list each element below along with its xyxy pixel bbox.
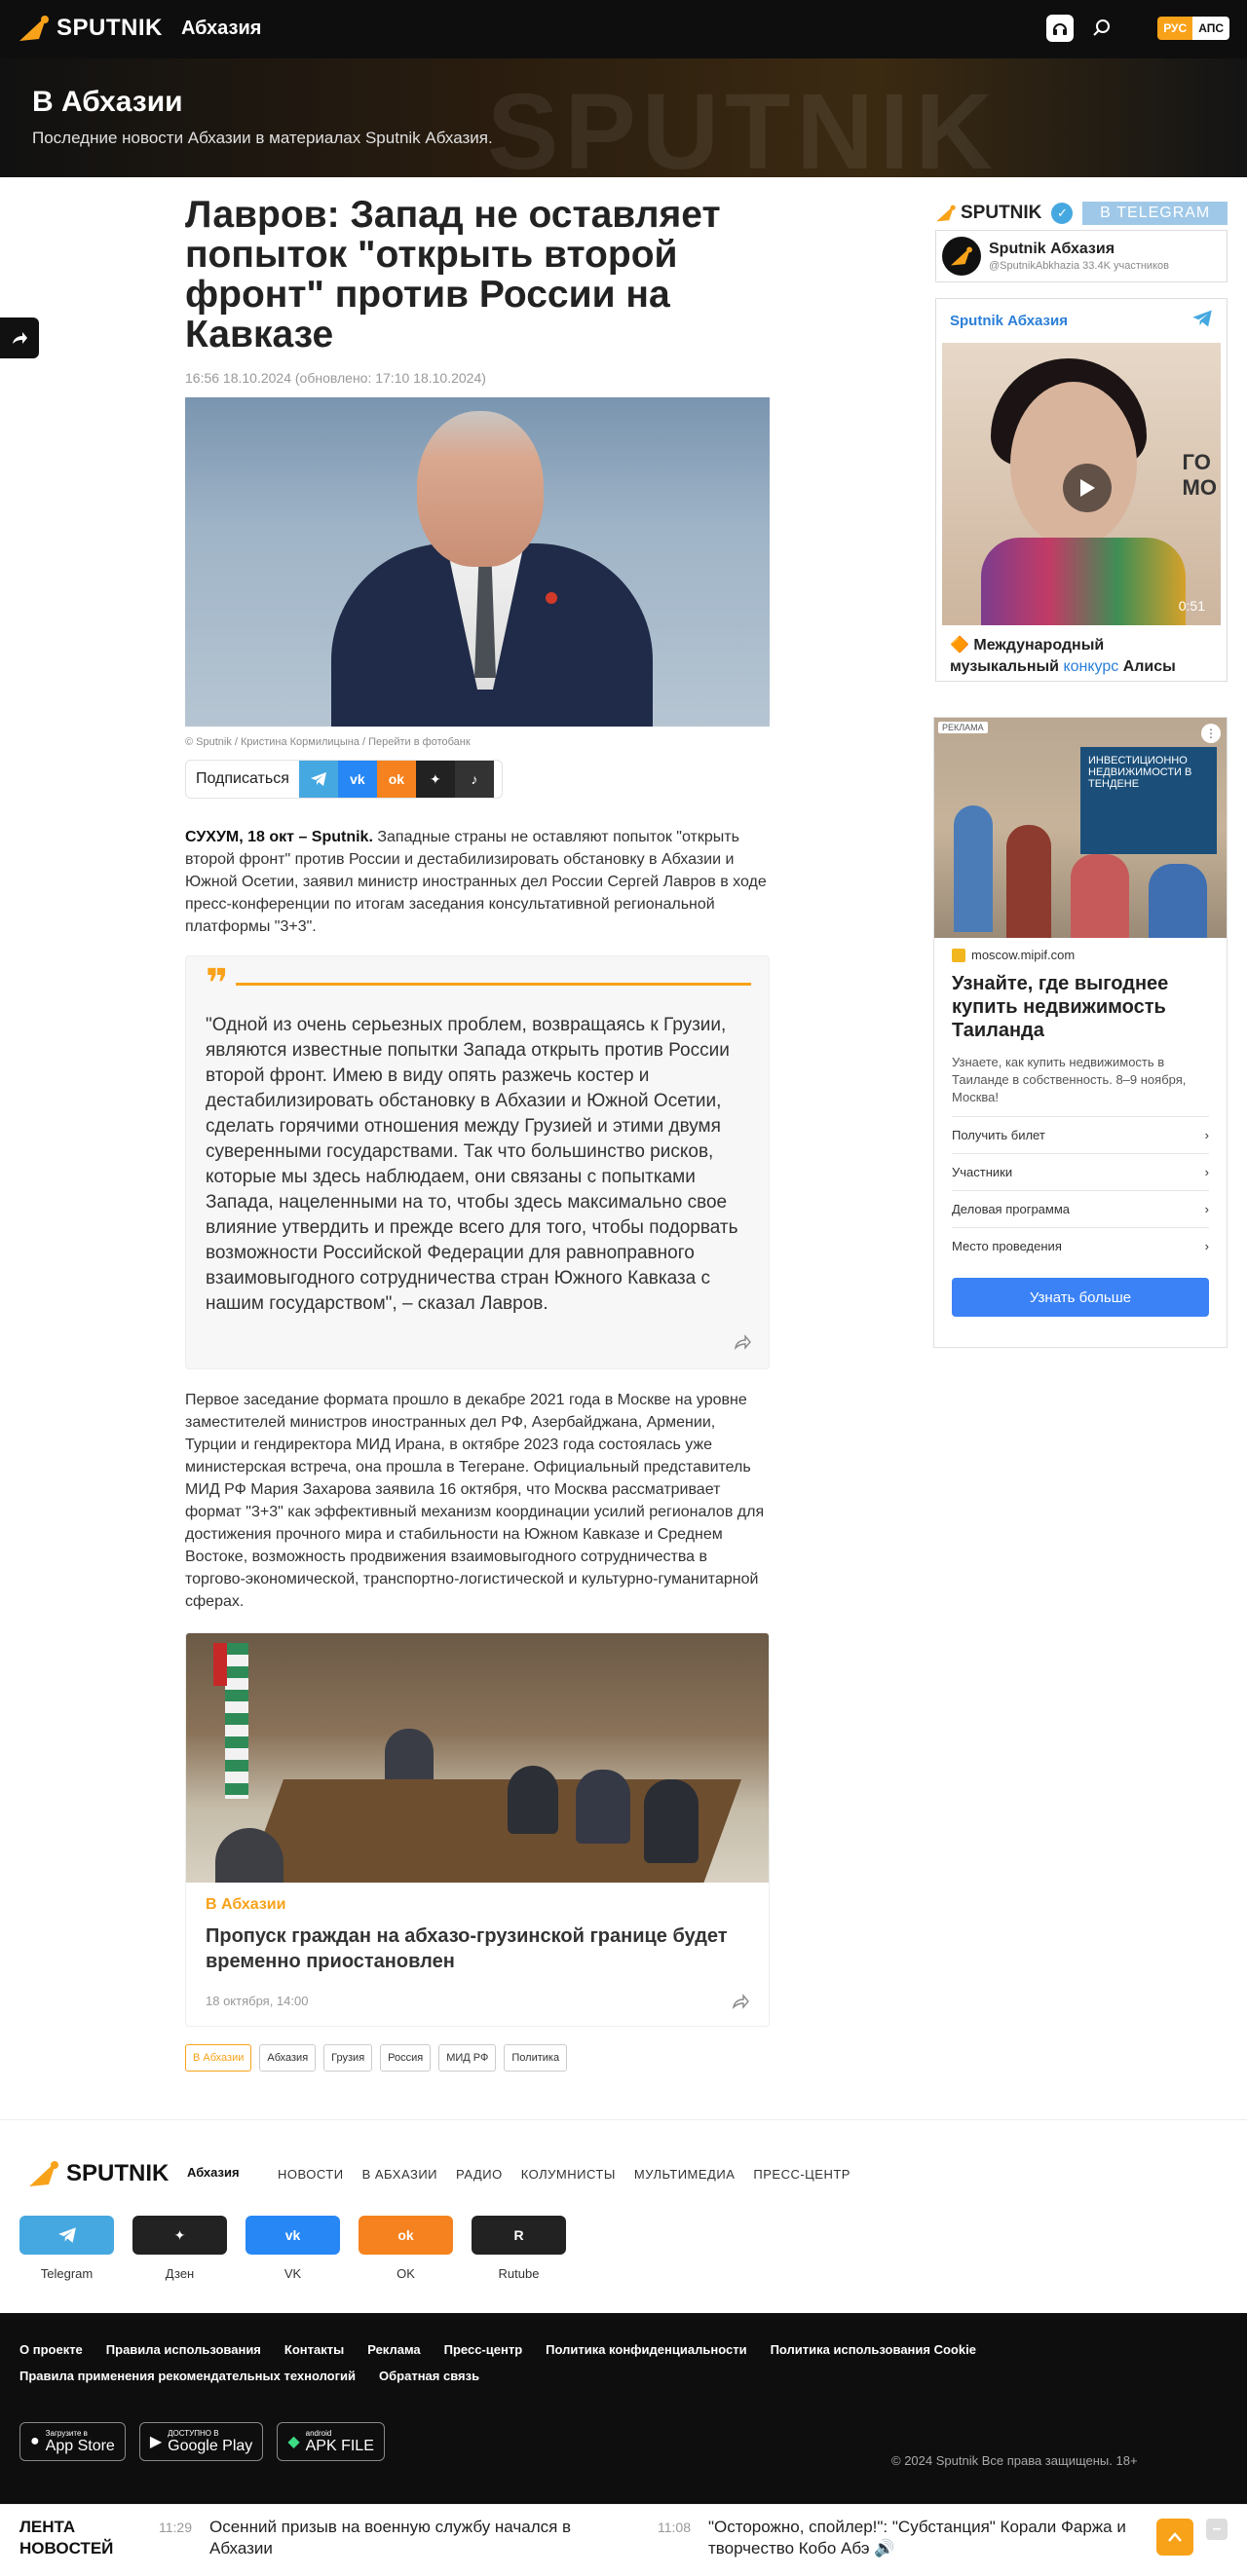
footer-link[interactable]: Пресс-центр: [443, 2342, 523, 2357]
article-title: Лавров: Запад не оставляет попыток "открыть второй фронт" против России на Кавказе: [185, 194, 721, 355]
ad-cta-button[interactable]: Узнать больше: [952, 1278, 1209, 1317]
article-lead: [185, 826, 770, 938]
article-meta: 16:56 18.10.2024 (обновлено: 17:10 18.10.2024): [185, 370, 486, 386]
hero-watermark: SPUTNIK: [487, 72, 999, 177]
verified-icon: ✓: [1051, 203, 1073, 224]
play-icon[interactable]: [1063, 464, 1112, 512]
tag[interactable]: Грузия: [323, 2044, 372, 2072]
copyright: © 2024 Sputnik Все права защищены. 18+: [891, 2453, 1138, 2468]
ticker-item[interactable]: [658, 2517, 1145, 2559]
google-play-button[interactable]: [139, 2422, 263, 2461]
sputnik-logo-icon: [27, 2159, 60, 2188]
sputnik-logo-icon: [935, 204, 957, 223]
ad-title[interactable]: Узнайте, где выгоднее купить недвижимость Таиланда: [952, 973, 1169, 1041]
apk-button[interactable]: [277, 2422, 385, 2461]
footer-nav-item[interactable]: МУЛЬТИМЕДИА: [633, 2167, 736, 2182]
ad-image[interactable]: [934, 718, 1227, 938]
related-article-image[interactable]: [186, 1633, 769, 1883]
ad-banner-text: ИНВЕСТИЦИОННО НЕДВИЖИМОСТИ В ТЕНДЕНЕ: [1080, 747, 1217, 854]
quote-share-icon[interactable]: [206, 1334, 751, 1355]
logo-text: SPUTNIK: [57, 15, 163, 41]
chevron-right-icon: ›: [1204, 1128, 1209, 1142]
advertisement: [933, 717, 1228, 1348]
lang-rus[interactable]: РУС: [1157, 17, 1192, 40]
tag[interactable]: Абхазия: [259, 2044, 316, 2072]
social-label: Rutube: [498, 2266, 540, 2281]
article-quote: [185, 955, 770, 1369]
telegram-band: В TELEGRAM: [1082, 202, 1228, 225]
news-ticker: [0, 2504, 1247, 2576]
footer-social: [19, 2216, 566, 2281]
dzen-icon[interactable]: ✦: [416, 760, 455, 799]
widget-post-text: [936, 625, 1227, 682]
social-label: OK: [397, 2266, 415, 2281]
footer-link[interactable]: Политика использования Cookie: [770, 2342, 976, 2357]
tag[interactable]: Россия: [380, 2044, 431, 2072]
ad-link[interactable]: [952, 1227, 1209, 1264]
section-hero: [0, 58, 1247, 177]
more-icon[interactable]: ⋮: [1201, 724, 1221, 743]
footer-nav-item[interactable]: РАДИО: [456, 2167, 503, 2182]
sputnik-logo[interactable]: [18, 14, 163, 43]
app-name: Google Play: [168, 2437, 253, 2454]
app-small: android: [305, 2428, 332, 2438]
ad-link[interactable]: [952, 1116, 1209, 1153]
footer-link[interactable]: Реклама: [367, 2342, 421, 2357]
section-title[interactable]: В Абхазии: [32, 86, 183, 118]
footer-link[interactable]: Правила применения рекомендательных технологий: [19, 2369, 357, 2383]
footer-links: [19, 2342, 994, 2383]
article-tags: [185, 2044, 770, 2072]
app-name: APK FILE: [305, 2437, 374, 2454]
footer-nav-item[interactable]: В АБХАЗИИ: [361, 2167, 438, 2182]
close-icon[interactable]: –: [1206, 2519, 1228, 2540]
social-label: Дзен: [165, 2266, 195, 2281]
ticker-time: 11:29: [159, 2520, 192, 2535]
region-name[interactable]: Абхазия: [181, 18, 262, 39]
ad-link-label: Деловая программа: [952, 1202, 1071, 1216]
channel-subscribers: @SputnikAbkhazia 33.4K участников: [989, 260, 1169, 272]
lang-aps[interactable]: АПС: [1192, 17, 1229, 40]
rutube-icon[interactable]: R: [472, 2216, 566, 2255]
related-article-card[interactable]: [185, 1632, 770, 2027]
app-store-button[interactable]: [19, 2422, 126, 2461]
footer-link[interactable]: О проекте: [19, 2342, 83, 2357]
widget-title[interactable]: Sputnik Абхазия: [950, 313, 1068, 329]
video-side-text: ГО МО: [1182, 450, 1217, 500]
widget-post-link[interactable]: конкурс: [1063, 658, 1119, 675]
ok-icon[interactable]: ok: [377, 760, 416, 799]
footer-nav: [278, 2167, 850, 2182]
footer-top: [0, 2119, 1247, 2314]
related-category[interactable]: В Абхазии: [206, 1896, 286, 1913]
footer-link[interactable]: Правила использования: [105, 2342, 261, 2357]
widget-post-text-a: 🔶 Международный музыкальный: [950, 637, 1105, 675]
footer-bottom: [0, 2313, 1247, 2504]
tag[interactable]: Политика: [504, 2044, 567, 2072]
vk-icon[interactable]: vk: [338, 760, 377, 799]
footer-nav-item[interactable]: ПРЕСС-ЦЕНТР: [753, 2167, 850, 2182]
video-duration: 0:51: [1178, 598, 1205, 614]
app-small: ДОСТУПНО В: [168, 2428, 219, 2438]
chevron-right-icon: ›: [1204, 1202, 1209, 1216]
telegram-widget: [935, 298, 1228, 682]
ticker-item[interactable]: [159, 2517, 617, 2559]
search-icon[interactable]: [1087, 14, 1116, 43]
telegram-channel-card[interactable]: [935, 230, 1228, 282]
ad-link-label: Место проведения: [952, 1239, 1062, 1253]
chevron-right-icon: ›: [1204, 1239, 1209, 1253]
app-name: App Store: [45, 2437, 115, 2454]
lead-dateline: СУХУМ, 18 окт – Sputnik.: [185, 829, 373, 845]
tag[interactable]: В Абхазии: [185, 2044, 251, 2072]
channel-avatar: [942, 237, 981, 276]
radio-icon[interactable]: [1046, 15, 1074, 42]
footer-link[interactable]: Контакты: [283, 2342, 345, 2357]
footer-logo[interactable]: [27, 2159, 169, 2188]
chevron-right-icon: ›: [1204, 1165, 1209, 1179]
telegram-icon[interactable]: [1191, 309, 1213, 333]
vk-icon[interactable]: vk: [246, 2216, 340, 2255]
ad-link[interactable]: [952, 1153, 1209, 1190]
social-label: Telegram: [40, 2266, 94, 2281]
telegram-icon[interactable]: [19, 2216, 114, 2255]
channel-name: Sputnik Абхазия: [989, 241, 1115, 257]
article: [185, 195, 770, 2072]
ad-favicon-icon: [952, 949, 965, 962]
subscribe-label: Подписаться: [196, 770, 289, 787]
photo-caption[interactable]: © Sputnik / Кристина Кормилицына / Перейти в фотобанк: [185, 736, 471, 748]
article-photo[interactable]: [185, 397, 770, 727]
footer-nav-item[interactable]: КОЛУМНИСТЫ: [520, 2167, 616, 2182]
footer-region: Абхазия: [187, 2165, 240, 2180]
ad-link-label: Получить билет: [952, 1128, 1045, 1142]
telegram-promo-logo: [935, 203, 1041, 224]
section-subtitle: Последние новости Абхазии в материалах Sputnik Абхазия.: [32, 129, 493, 147]
dzen-icon[interactable]: ✦: [132, 2216, 227, 2255]
footer-logo-text: SPUTNIK: [66, 2160, 170, 2186]
ad-link[interactable]: [952, 1190, 1209, 1227]
ad-description: Узнаете, как купить недвижимость в Таиланде в собственность. 8–9 ноября, Москва!: [952, 1055, 1187, 1104]
ticker-text: Осенний призыв на военную службу начался в Абхазии: [209, 2518, 572, 2557]
widget-post-text-b: Алисы: [1118, 658, 1176, 675]
footer-link[interactable]: Политика конфиденциальности: [546, 2342, 747, 2357]
ticker-time: 11:08: [658, 2520, 691, 2535]
apple-icon: ●: [30, 2433, 40, 2449]
sputnik-logo-icon: [18, 14, 51, 43]
ok-icon[interactable]: ok: [359, 2216, 453, 2255]
footer-link[interactable]: Обратная связь: [379, 2369, 480, 2383]
telegram-icon[interactable]: [299, 760, 338, 799]
related-share-icon[interactable]: [732, 1994, 749, 2012]
ad-source[interactable]: moscow.mipif.com: [971, 948, 1076, 962]
telegram-promo-logo-text: SPUTNIK: [961, 203, 1042, 223]
share-float-button[interactable]: [0, 317, 39, 358]
related-date: 18 октября, 14:00: [206, 1994, 309, 2008]
ad-label: РЕКЛАМА: [938, 722, 988, 733]
subscribe-bar: [185, 760, 503, 799]
android-icon: ◆: [287, 2434, 300, 2450]
app-small: Загрузите в: [45, 2428, 88, 2438]
telegram-promo-header[interactable]: [935, 201, 1228, 226]
google-play-icon: ▶: [149, 2434, 163, 2450]
top-nav: [0, 0, 1247, 58]
share-icon: [11, 330, 28, 346]
lead-text: Западные страны не оставляют попыток "открыть второй фронт" против России и дестабилизировать обстановку в Абхазии и Южной Осетии, заявил министр иностранных дел России Сергей Лавров в ходе пресс-конференции по итогам заседания консультативной региональной платформы "3+3".: [185, 829, 767, 935]
tag[interactable]: МИД РФ: [438, 2044, 496, 2072]
quote-icon: ❞: [206, 962, 229, 1005]
footer-nav-item[interactable]: НОВОСТИ: [278, 2167, 344, 2182]
quote-text: "Одной из очень серьезных проблем, возвращаясь к Грузии, являются известные попытки Запада открыть против России второй фронт. Имею в виду опять разжечь костер и дестабилизировать обстановку в Абхазии и Южной Осетии, сделать горячими отношения между Грузией и этими двумя суверенными государствами. Так что большинство рисков, которые мы здесь наблюдаем, они связаны с попытками Запада, нацеленными на то, чтобы здесь максимально свое влияние утвердить и прежде всего для того, чтобы подорвать возможности Российской Федерации для равноправного взаимовыгодного сотрудничества стран Южного Кавказа с нашим государством", – сказал Лавров.: [206, 1015, 738, 1314]
widget-video[interactable]: [942, 343, 1221, 625]
tiktok-icon[interactable]: ♪: [455, 760, 494, 799]
article-body: Первое заседание формата прошло в декабре 2021 года в Москве на уровне заместителей министров иностранных дел РФ, Азербайджана, Армении, Турции и гендиректора МИД Ирана, в октябре 2023 года состоялась уже министерская встреча, она прошла в Тегеране. Официальный представитель МИД РФ Мария Захарова заявила 16 октября, что Москва рассматривает формат "3+3" как эффективный механизм координации усилий регионалов для достижения прочного мира и стабильности на Южном Кавказе и Среднем Востоке, возможность продвижения взаимовыгодного сотрудничества в торгово-экономической, транспортно-логистической и культурно-гуманитарной сферах.: [185, 1392, 765, 1610]
language-switch: [1157, 17, 1229, 40]
related-title[interactable]: Пропуск граждан на абхазо-грузинской границе будет временно приостановлен: [206, 1925, 728, 1972]
ticker-title[interactable]: ЛЕНТА НОВОСТЕЙ: [19, 2518, 114, 2557]
ticker-text: "Осторожно, спойлер!": "Субстанция" Корали Фаржа и творчество Кобо Абэ 🔊: [708, 2518, 1126, 2557]
social-label: VK: [283, 2266, 302, 2281]
app-badges: [19, 2422, 385, 2461]
chevron-up-icon[interactable]: [1156, 2519, 1193, 2556]
ad-link-label: Участники: [952, 1165, 1013, 1179]
